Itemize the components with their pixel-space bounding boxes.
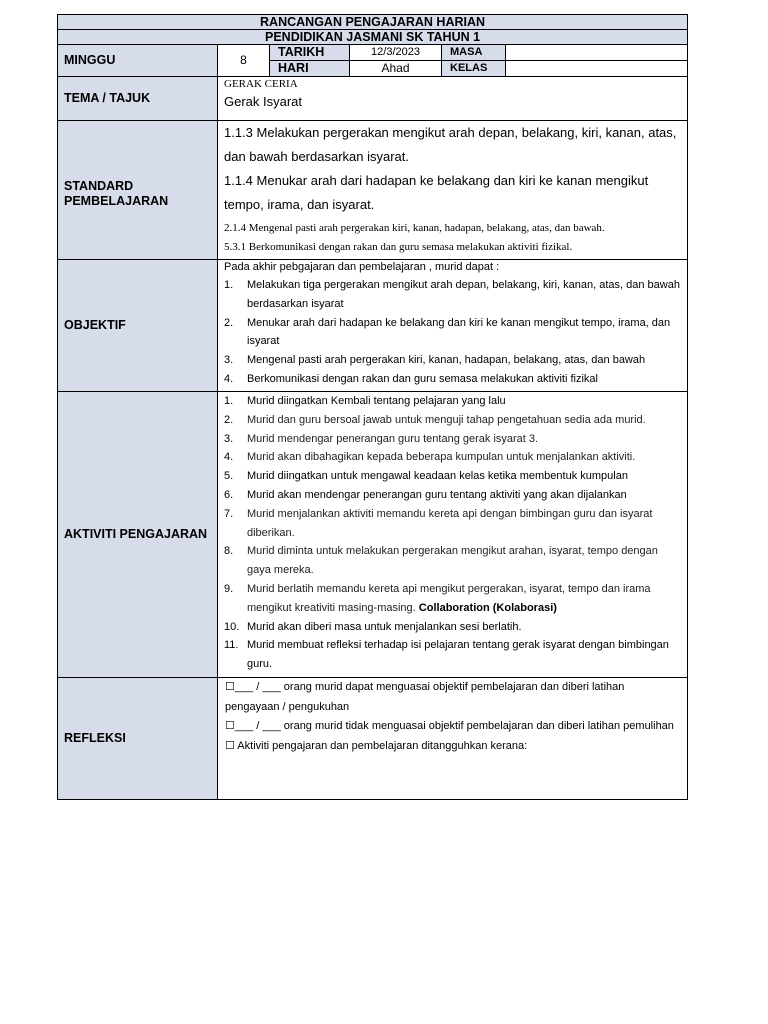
title-row xyxy=(58,15,688,30)
aktiviti-label: AKTIVITI PENGAJARAN xyxy=(58,392,218,678)
aktiviti-row xyxy=(58,392,688,678)
list-item: 6. Murid akan mendengar penerangan guru tentang aktiviti yang akan dijalankan xyxy=(224,488,627,501)
refleksi-content xyxy=(218,678,688,800)
objektif-intro: Pada akhir pebgajaran dan pembelajaran , murid dapat : xyxy=(224,261,500,273)
list-item: 7. Murid menjalankan aktiviti memandu kereta api dengan bimbingan guru dan isyarat diberikan. xyxy=(224,507,653,539)
collaboration-label: Collaboration (Kolaborasi) xyxy=(418,601,557,614)
kelas-label: KELAS xyxy=(442,61,506,77)
refleksi-label: REFLEKSI xyxy=(58,678,218,800)
tarikh-label: TARIKH xyxy=(270,45,350,61)
masa-value xyxy=(506,45,688,61)
standard-small-item-1: 2.1.4 Mengenal pasti arah pergerakan kiri, kanan, hadapan, belakang, atas, dan bawah. xyxy=(224,222,605,234)
objektif-label: OBJEKTIF xyxy=(58,260,218,392)
standard-small-item-2: 5.3.1 Berkomunikasi dengan rakan dan guru semasa melakukan aktiviti fizikal. xyxy=(224,241,573,253)
info-row-1 xyxy=(58,45,688,61)
standard-row xyxy=(58,121,688,260)
tema-label: TEMA / TAJUK xyxy=(58,77,218,121)
list-item: 9. Murid berlatih memandu kereta api mengikut pergerakan, isyarat, tempo dan irama mengikut kreativiti masing-masing. Collaboration (Kolaborasi) xyxy=(224,582,651,614)
kelas-value xyxy=(506,61,688,77)
objektif-content xyxy=(218,260,688,392)
objektif-list xyxy=(224,276,681,389)
list-item: 2. Murid dan guru bersoal jawab untuk menguji tahap pengetahuan sedia ada murid. xyxy=(224,413,646,426)
plan-subtitle: PENDIDIKAN JASMANI SK TAHUN 1 xyxy=(58,30,688,45)
refleksi-line-2: ☐___ / ___ orang murid tidak menguasai objektif pembelajaran dan diberi latihan pemulihan xyxy=(225,720,674,733)
tema-topic: Gerak Isyarat xyxy=(224,94,303,109)
aktiviti-content xyxy=(218,392,688,678)
hari-value: Ahad xyxy=(350,61,442,77)
standard-content xyxy=(218,121,688,260)
list-item: 8. Murid diminta untuk melakukan pergerakan mengikut arahan, isyarat, tempo dengan gaya mereka. xyxy=(224,545,658,577)
list-item: 5. Murid diingatkan untuk mengawal keadaan kelas ketika membentuk kumpulan xyxy=(224,470,628,483)
tema-content xyxy=(218,77,688,121)
list-item: 4. Berkomunikasi dengan rakan dan guru semasa melakukan aktiviti fizikal xyxy=(224,372,598,385)
tema-theme: GERAK CERIA xyxy=(224,78,298,90)
list-item: 10. Murid akan diberi masa untuk menjalankan sesi berlatih. xyxy=(224,620,522,633)
hari-label: HARI xyxy=(270,61,350,77)
tema-row xyxy=(58,77,688,121)
standard-item-2: 1.1.4 Menukar arah dari hadapan ke belakang dan kiri ke kanan mengikut tempo, irama, dan isyarat. xyxy=(224,173,649,212)
minggu-value: 8 xyxy=(218,45,270,77)
minggu-label: MINGGU xyxy=(58,45,218,77)
refleksi-row xyxy=(58,678,688,800)
tarikh-value: 12/3/2023 xyxy=(350,45,442,61)
objektif-row xyxy=(58,260,688,392)
aktiviti-list xyxy=(224,392,681,674)
list-item: 1. Melakukan tiga pergerakan mengikut arah depan, belakang, kiri, kanan, atas, dan bawah berdasarkan isyarat xyxy=(224,279,680,310)
list-item: 11. Murid membuat refleksi terhadap isi pelajaran tentang gerak isyarat dengan bimbingan guru. xyxy=(224,639,669,671)
list-item: 3. Mengenal pasti arah pergerakan kiri, kanan, hadapan, belakang, atas, dan bawah xyxy=(224,354,646,367)
list-item: 1. Murid diingatkan Kembali tentang pelajaran yang lalu xyxy=(224,395,506,407)
standard-label: STANDARD PEMBELAJARAN xyxy=(58,121,218,260)
list-item: 4. Murid akan dibahagikan kepada beberapa kumpulan untuk menjalankan aktiviti. xyxy=(224,451,636,464)
subtitle-row xyxy=(58,30,688,45)
plan-title: RANCANGAN PENGAJARAN HARIAN xyxy=(58,15,688,30)
lesson-plan-sheet xyxy=(57,14,687,800)
list-item: 3. Murid mendengar penerangan guru tentang gerak isyarat 3. xyxy=(224,432,539,445)
masa-label: MASA xyxy=(442,45,506,61)
standard-item-1: 1.1.3 Melakukan pergerakan mengikut arah depan, belakang, kiri, kanan, atas, dan bawah berdasarkan isyarat. xyxy=(224,125,677,164)
refleksi-line-3: ☐ Aktiviti pengajaran dan pembelajaran ditangguhkan kerana: xyxy=(225,739,528,752)
lesson-plan-table xyxy=(57,14,688,800)
refleksi-line-1: ☐___ / ___ orang murid dapat menguasai objektif pembelajaran dan diberi latihan pengayaan / pengukuhan xyxy=(225,681,625,713)
list-item: 2. Menukar arah dari hadapan ke belakang dan kiri ke kanan mengikut tempo, irama, dan isyarat xyxy=(224,316,671,348)
